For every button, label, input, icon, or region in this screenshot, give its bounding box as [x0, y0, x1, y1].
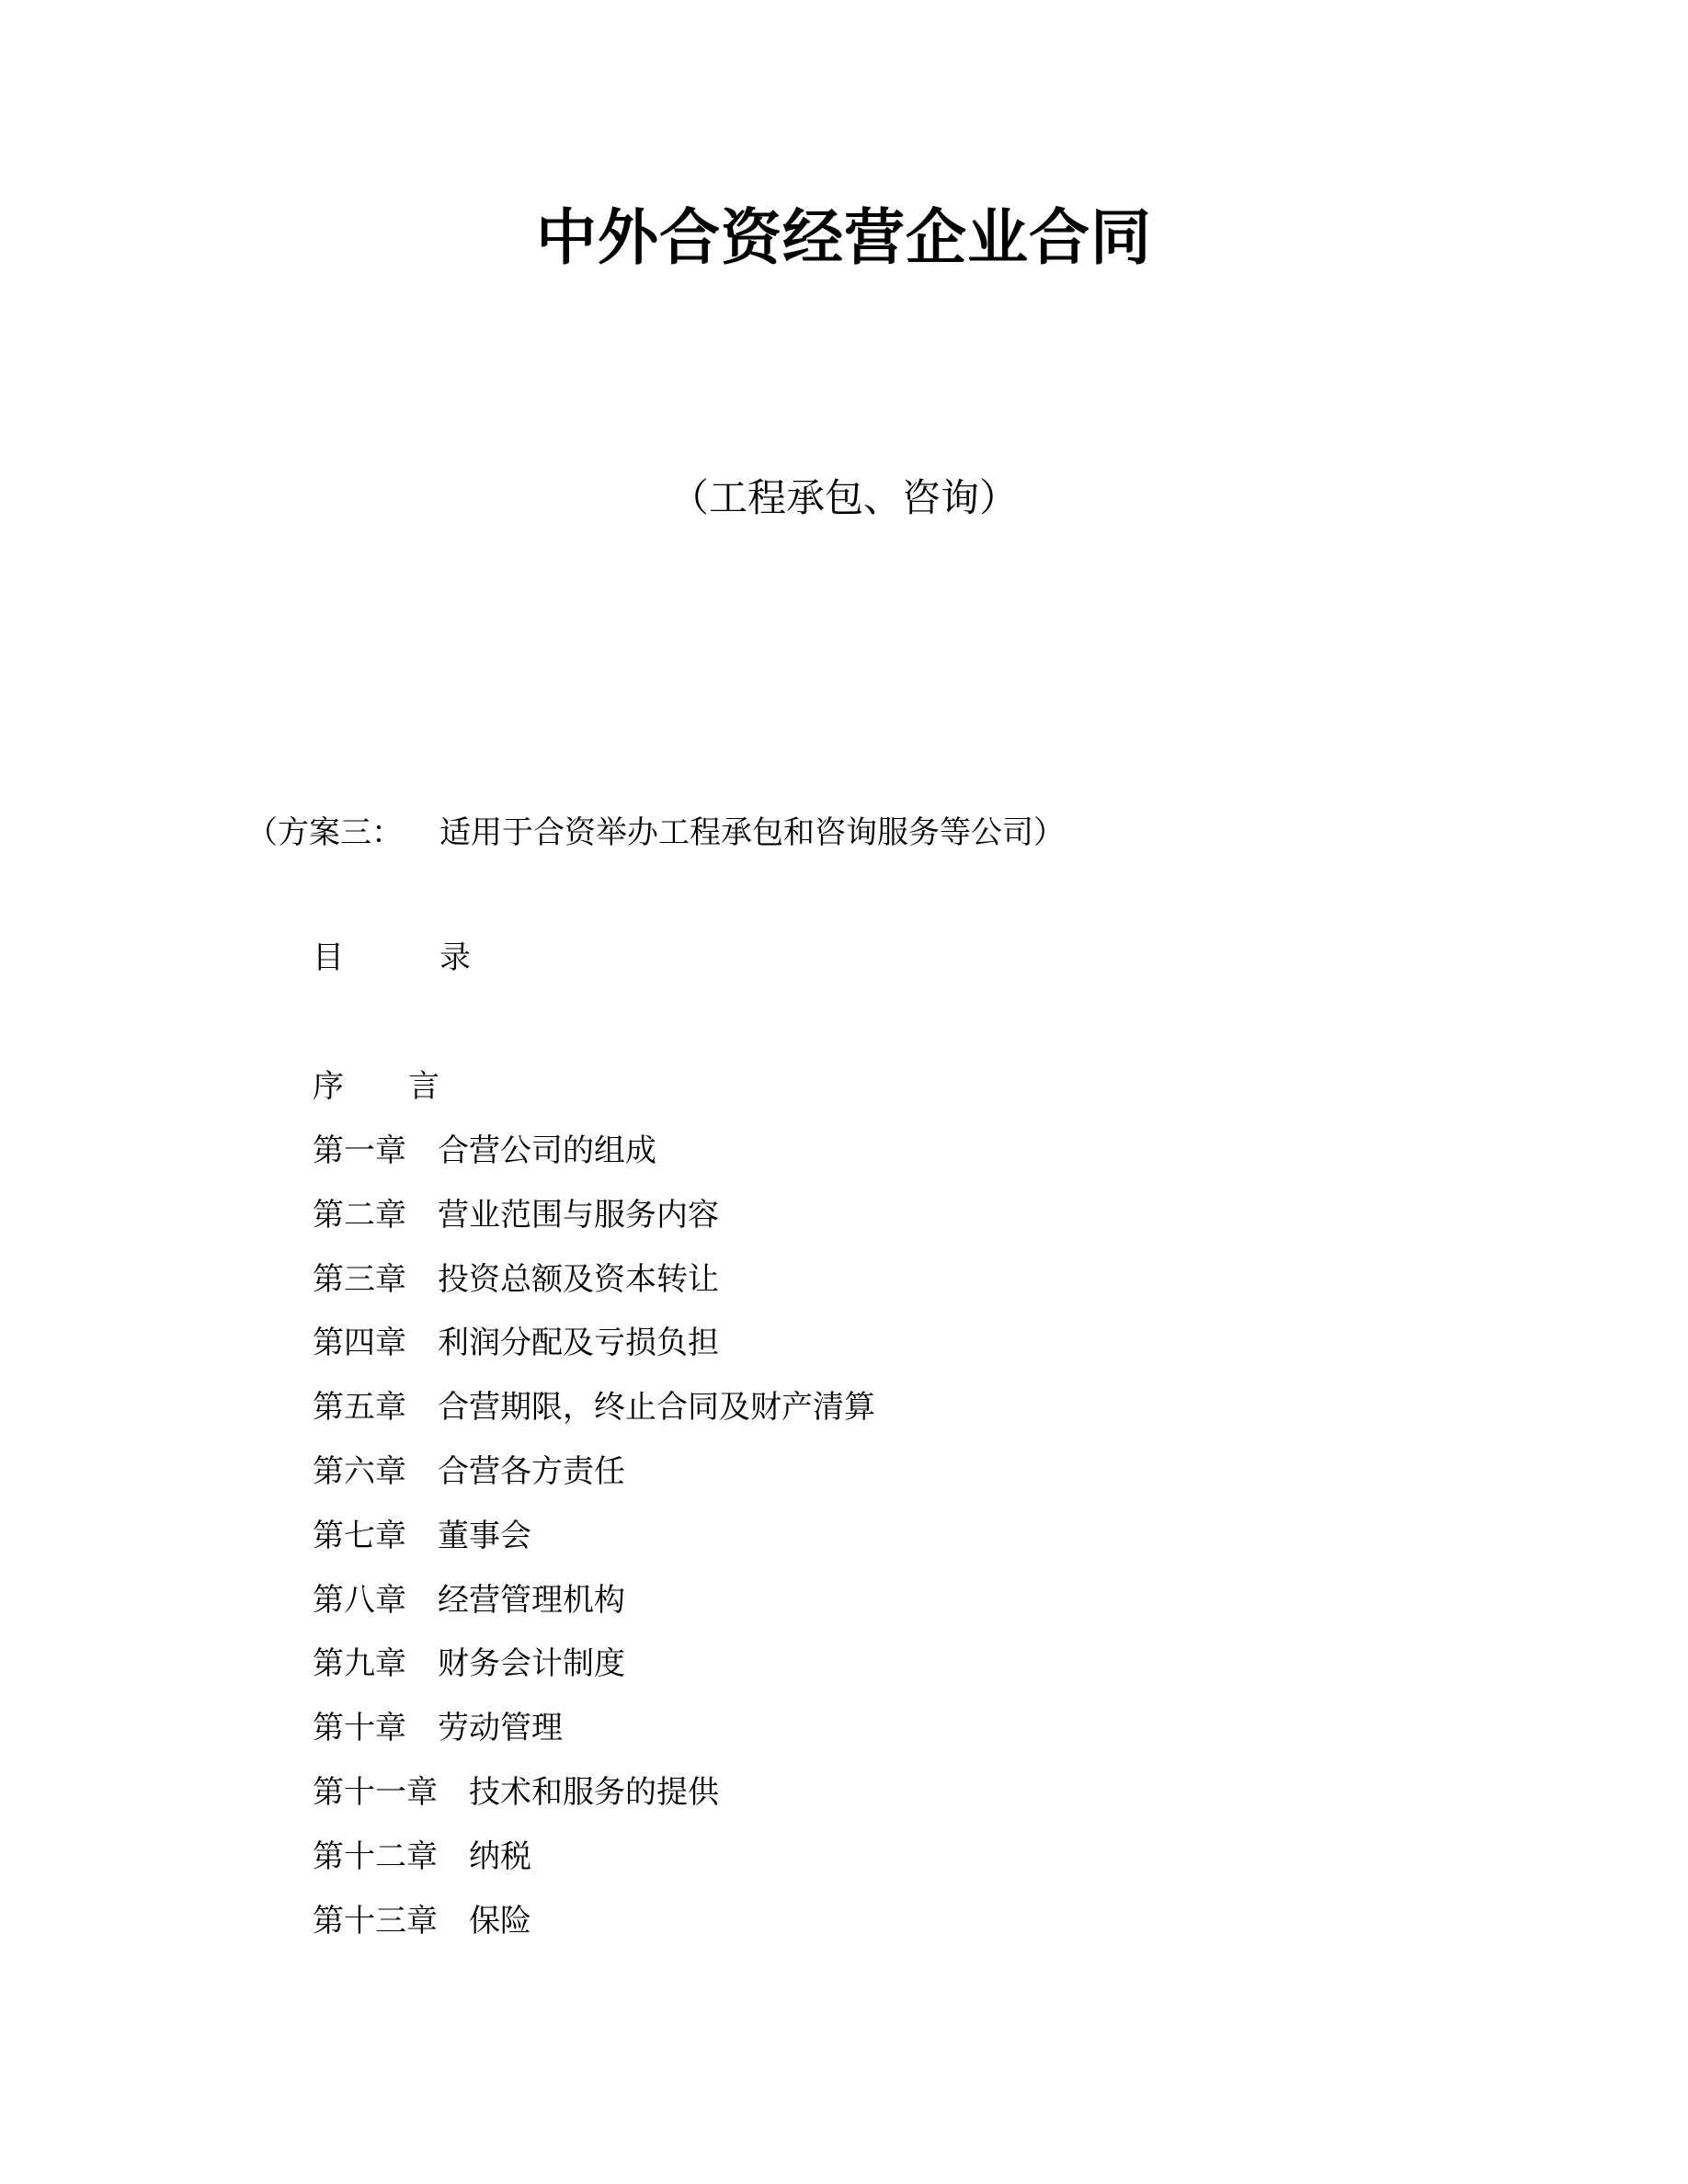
toc-chapter-number: 第三章: [313, 1260, 406, 1298]
toc-item: [313, 1446, 875, 1510]
toc-item: [313, 1254, 875, 1318]
toc-chapter-title: 投资总额及资本转让: [438, 1260, 719, 1298]
toc-item: [313, 1702, 875, 1767]
toc-item: [313, 1638, 875, 1702]
toc-chapter-number: 第十章: [313, 1710, 406, 1747]
toc-preface-char: 言: [408, 1068, 439, 1105]
scheme-label: （方案三：: [246, 814, 403, 851]
toc-chapter-number: 第五章: [313, 1389, 406, 1427]
toc-chapter-number: 第四章: [313, 1325, 406, 1362]
toc-item: [313, 1767, 875, 1831]
toc-chapter-number: 第一章: [313, 1132, 406, 1169]
toc-chapter-number: 第七章: [313, 1517, 406, 1554]
document-subtitle: （工程承包、咨询）: [669, 475, 1018, 520]
toc-chapter-title: 纳税: [469, 1837, 531, 1875]
toc-chapter-number: 第十三章: [313, 1902, 438, 1939]
toc-heading-char: 录: [439, 939, 471, 976]
toc-heading: [313, 932, 471, 984]
toc-item: [313, 1125, 875, 1189]
toc-chapter-title: 保险: [469, 1902, 531, 1939]
toc-chapter-title: 经营管理机构: [438, 1581, 625, 1619]
scheme-note: [246, 807, 1065, 859]
toc-item: [313, 1575, 875, 1639]
toc-heading-char: 目: [313, 939, 344, 976]
document-title: 中外合资经营企业合同: [536, 202, 1152, 273]
toc-item: [313, 1382, 875, 1446]
toc-list: [313, 1125, 875, 1959]
toc-item: [313, 1895, 875, 1960]
toc-preface: [313, 1061, 439, 1112]
toc-chapter-title: 利润分配及亏损负担: [438, 1325, 719, 1362]
toc-chapter-title: 劳动管理: [438, 1710, 563, 1747]
toc-chapter-number: 第八章: [313, 1581, 406, 1619]
scheme-text: 适用于合资举办工程承包和咨询服务等公司）: [439, 814, 1065, 851]
toc-chapter-number: 第六章: [313, 1452, 406, 1490]
toc-preface-char: 序: [313, 1068, 344, 1105]
toc-chapter-number: 第九章: [313, 1645, 406, 1683]
toc-item: [313, 1189, 875, 1254]
toc-chapter-number: 第十二章: [313, 1837, 438, 1875]
toc-item: [313, 1317, 875, 1382]
toc-chapter-title: 合营各方责任: [438, 1452, 625, 1490]
toc-chapter-number: 第二章: [313, 1196, 406, 1234]
toc-item: [313, 1831, 875, 1895]
toc-chapter-title: 董事会: [438, 1517, 531, 1554]
toc-chapter-title: 合营公司的组成: [438, 1132, 656, 1169]
toc-item: [313, 1510, 875, 1575]
toc-chapter-number: 第十一章: [313, 1773, 438, 1811]
toc-chapter-title: 财务会计制度: [438, 1645, 625, 1683]
toc-chapter-title: 合营期限，终止合同及财产清算: [438, 1389, 875, 1427]
toc-chapter-title: 技术和服务的提供: [469, 1773, 719, 1811]
toc-chapter-title: 营业范围与服务内容: [438, 1196, 719, 1234]
